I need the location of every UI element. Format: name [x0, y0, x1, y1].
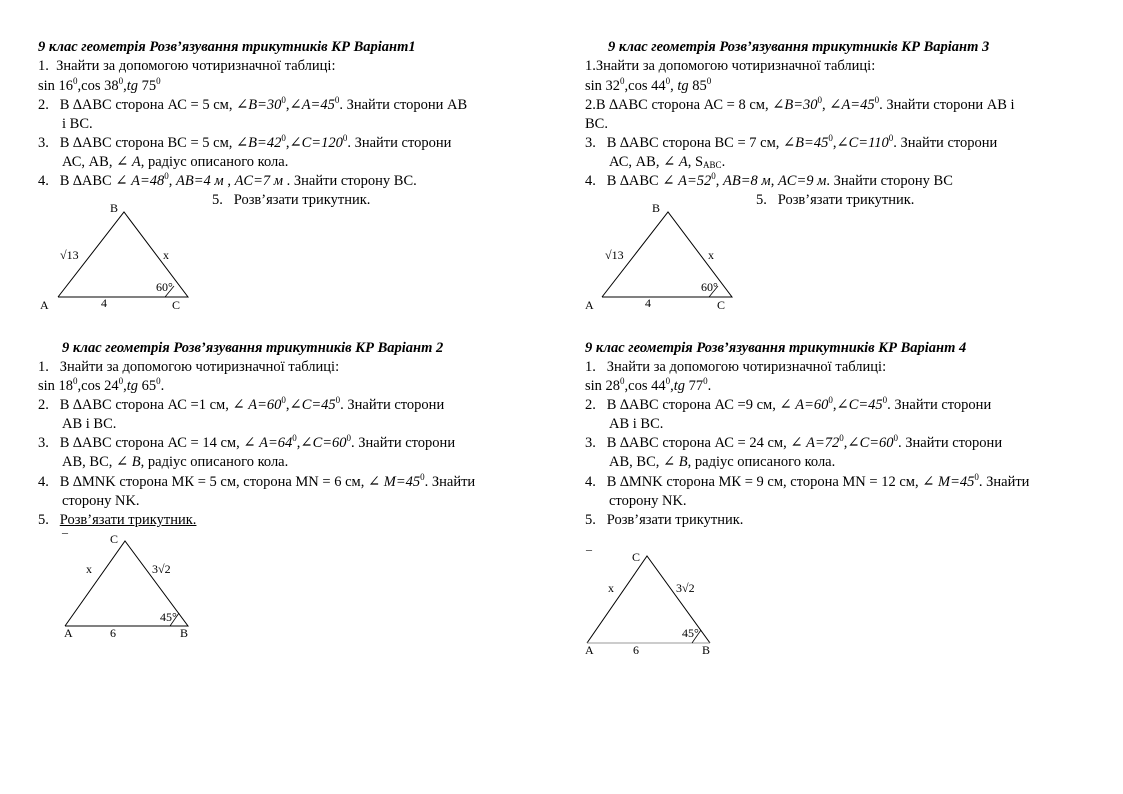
angle-c-label: 60°: [701, 280, 718, 294]
task-2: 2. В ∆АВС сторона АС =1 см, ∠ $A=60^0,\angle C=45^0$. Знайти сторони: [38, 395, 445, 413]
task-3-line2: АС, АВ, ∠ A, радіус описаного кола.: [62, 154, 289, 170]
task-3: 3. В ∆АВС сторона АС = 24 см, ∠ $A=72^0,\angle C=60^0$. Знайти сторони: [585, 433, 1003, 451]
side-ab-label: √13: [60, 248, 79, 262]
task-4: 4. В ∆АВС ∠ $A=52^0$, AB=8 м, AC=9 м. Знайти сторону ВС: [585, 171, 953, 189]
task-3-line2: АВ, ВС, ∠ B, радіус описаного кола.: [609, 454, 836, 470]
angle-icon: ∠: [300, 435, 313, 451]
side-bc-label: x: [708, 248, 714, 262]
angle-icon: ∠: [367, 474, 381, 490]
angle-b-label: 45°: [160, 610, 177, 624]
task-1: 1.Знайти за допомогою чотиризначної таблиці:: [585, 58, 876, 74]
vertex-a-label: A: [40, 298, 49, 312]
variant-2-title: 9 клас геометрія Розв’язування трикутників КР Варіант 2: [62, 340, 444, 356]
task-4-line2: сторону NK.: [609, 493, 687, 509]
task-1: 1. Знайти за допомогою чотиризначної таблиці:: [38, 58, 336, 74]
task-4: 4. В ∆MNK сторона МК = 5 см, сторона MN = 6 см, ∠ $M=45^0$. Знайти: [38, 472, 476, 490]
vertex-b-label: B: [702, 643, 711, 657]
task-1-values: $\sin 16^0,\cos$ $38^0,tg$ $75^0$: [38, 76, 161, 94]
task-5: 5. Розв’язати трикутник.: [212, 192, 371, 208]
vertex-c-label: C: [110, 532, 119, 546]
side-ab-label: √13: [605, 248, 624, 262]
task-5: 5. Розв’язати трикутник.: [585, 512, 744, 528]
angle-icon: ∠: [847, 435, 860, 451]
side-ac-label: x: [608, 581, 614, 595]
task-5: 5. Розв’язати трикутник.: [756, 192, 915, 208]
angle-c-label: 60°: [156, 280, 173, 294]
task-3: 3. В ∆АВС сторона ВС = 5 см, $\angle B=42^0,\angle C=120^0$. Знайти сторони: [38, 133, 452, 151]
vertex-b-label: B: [180, 626, 189, 640]
task-4: 4. В ∆MNK сторона МК = 9 см, сторона MN = 12 см, ∠ $M=45^0$. Знайти: [585, 472, 1030, 490]
task-2-line2: АВ і ВС.: [62, 416, 117, 432]
task-4-line2: сторону NK.: [62, 493, 140, 509]
task-2-line2: ВС.: [585, 116, 608, 132]
variant-3-title: 9 клас геометрія Розв’язування трикутників КР Варіант 3: [608, 39, 990, 55]
vertex-a-label: A: [585, 643, 594, 657]
angle-icon: ∠: [289, 397, 302, 413]
angle-icon: ∠: [236, 135, 249, 151]
angle-icon: ∠: [115, 173, 128, 189]
side-ac-label: 4: [101, 296, 107, 310]
angle-icon: ∠: [289, 97, 302, 113]
task-2: 2.В ∆АВС сторона АС = 8 см, $\angle B=30^0$, $\angle A=45^0$. Знайти сторони АВ і: [585, 95, 1015, 113]
angle-icon: ∠: [116, 454, 129, 470]
angle-icon: ∠: [236, 97, 249, 113]
angle-b-label: 45°: [682, 626, 699, 640]
dash-mark: –: [62, 525, 68, 539]
side-bc-label: 3√2: [676, 581, 695, 595]
side-bc-label: 3√2: [152, 562, 171, 576]
task-2: 2. В ∆АВС сторона АС =9 см, ∠ $A=60^0,\angle C=45^0$. Знайти сторони: [585, 395, 992, 413]
angle-icon: ∠: [783, 135, 796, 151]
task-1-values: $\sin 32^0,\cos$ $44^0$, tg $85^0$: [585, 76, 712, 94]
task-3-line2: АВ, ВС, ∠ B, радіус описаного кола.: [62, 454, 289, 470]
vertex-a-label: A: [585, 298, 594, 312]
angle-icon: ∠: [836, 397, 849, 413]
task-2: 2. В ∆АВС сторона АС = 5 см, $\angle B=30^0,\angle A=45^0$. Знайти сторони АВ: [38, 95, 468, 113]
task-3: 3. В ∆АВС сторона ВС = 7 см, $\angle B=45^0,\angle C=110^0$. Знайти сторони: [585, 133, 998, 151]
angle-icon: ∠: [232, 397, 245, 413]
vertex-c-label: C: [172, 298, 181, 312]
variant-4-title: 9 клас геометрія Розв’язування трикутників КР Варіант 4: [585, 340, 967, 356]
vertex-a-label: A: [64, 626, 73, 640]
angle-icon: ∠: [663, 154, 676, 170]
angle-icon: ∠: [922, 474, 935, 490]
angle-icon: ∠: [772, 97, 785, 113]
task-2-line2: і ВС.: [62, 116, 93, 132]
angle-icon: ∠: [790, 435, 803, 451]
task-1: 1. Знайти за допомогою чотиризначної таблиці:: [38, 359, 340, 375]
vertex-b-label: B: [652, 201, 661, 215]
vertex-b-label: B: [110, 201, 119, 215]
angle-icon: ∠: [663, 454, 676, 470]
task-3-line2: АС, АВ, ∠ A, $S_{АВС}$.: [609, 154, 726, 170]
side-ab-label: 6: [110, 626, 116, 640]
variant-1-title: 9 клас геометрія Розв’язування трикутників КР Варіант1: [38, 39, 416, 55]
task-5: 5. Розв’язати трикутник.: [38, 512, 197, 528]
angle-icon: ∠: [243, 435, 256, 451]
task-3: 3. В ∆АВС сторона АС = 14 см, ∠ $A=64^0,\angle C=60^0$. Знайти сторони: [38, 433, 456, 451]
side-ab-label: 6: [633, 643, 639, 657]
angle-icon: ∠: [836, 135, 849, 151]
task-1: 1. Знайти за допомогою чотиризначної таблиці:: [585, 359, 887, 375]
angle-icon: ∠: [829, 97, 842, 113]
angle-icon: ∠: [116, 154, 129, 170]
angle-icon: ∠: [289, 135, 302, 151]
task-4: 4. В ∆АВС ∠ $A=48^0$, AB=4 м , AC=7 м . Знайти сторону ВС.: [38, 171, 417, 189]
side-ac-label: 4: [645, 296, 651, 310]
angle-icon: ∠: [779, 397, 792, 413]
side-ac-label: x: [86, 562, 92, 576]
angle-icon: ∠: [662, 173, 675, 189]
vertex-c-label: C: [632, 550, 641, 564]
task-1-values: $\sin 28^0,\cos$ $44^0,tg$ $77^0$.: [585, 376, 712, 394]
dash-mark: –: [586, 542, 592, 556]
task-1-values: $\sin 18^0,\cos$ $24^0,tg$ $65^0$.: [38, 376, 165, 394]
side-bc-label: x: [163, 248, 169, 262]
vertex-c-label: C: [717, 298, 726, 312]
task-2-line2: АВ і ВС.: [609, 416, 664, 432]
